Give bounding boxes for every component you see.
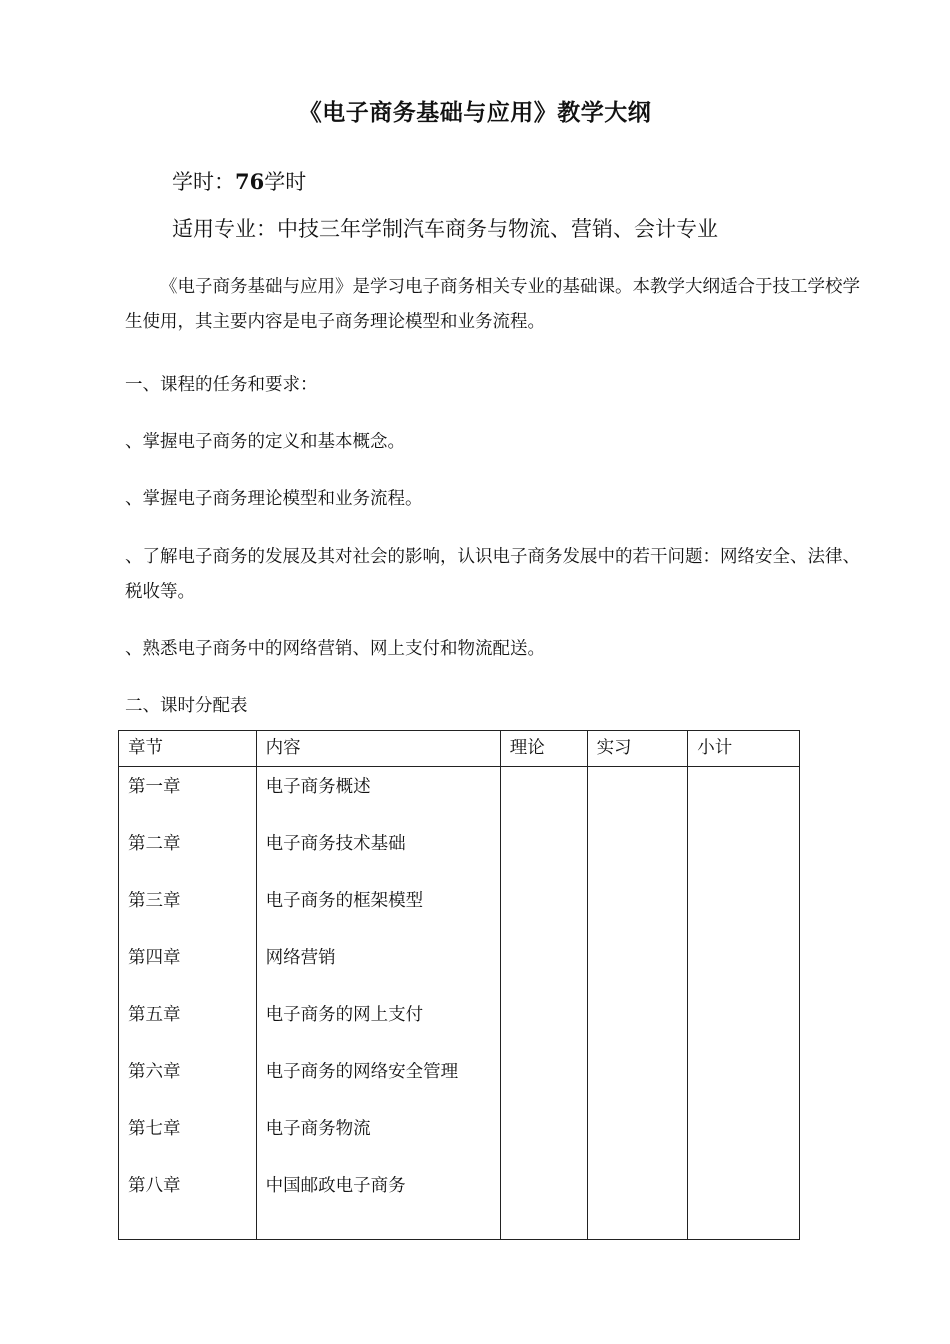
table-row <box>119 938 800 995</box>
subtotal-cell <box>688 995 800 1052</box>
subtotal-cell <box>688 767 800 825</box>
practice-cell <box>587 767 688 825</box>
content-cell: 电子商务的网上支付 <box>256 995 500 1052</box>
subtotal-cell <box>688 1052 800 1109</box>
table-row <box>119 995 800 1052</box>
chapter-cell: 第二章 <box>119 824 257 881</box>
header-content: 内容 <box>256 731 500 767</box>
practice-cell <box>587 824 688 881</box>
table-header-row <box>119 731 800 767</box>
table-row <box>119 881 800 938</box>
table-row <box>119 824 800 881</box>
table-row <box>119 1052 800 1109</box>
content-cell: 电子商务技术基础 <box>256 824 500 881</box>
header-subtotal: 小计 <box>688 731 800 767</box>
section-heading-tasks: 一、课程的任务和要求： <box>125 375 318 395</box>
hours-label: 学时： <box>172 170 235 194</box>
header-practice: 实习 <box>587 731 688 767</box>
content-cell: 电子商务物流 <box>256 1109 500 1166</box>
content-cell: 中国邮政电子商务 <box>256 1166 500 1240</box>
chapter-cell: 第五章 <box>119 995 257 1052</box>
section-heading-hours-table: 二、课时分配表 <box>125 696 248 716</box>
table-row <box>119 767 800 825</box>
theory-cell <box>500 881 587 938</box>
table-row <box>119 1166 800 1240</box>
table-row <box>119 1109 800 1166</box>
subtotal-cell <box>688 938 800 995</box>
hours-value: 76 <box>235 169 265 194</box>
applicable-major: 适用专业：中技三年学制汽车商务与物流、营销、会计专业 <box>172 217 718 241</box>
practice-cell <box>587 881 688 938</box>
chapter-cell: 第六章 <box>119 1052 257 1109</box>
theory-cell <box>500 1109 587 1166</box>
content-cell: 电子商务的网络安全管理 <box>256 1052 500 1109</box>
content-cell: 网络营销 <box>256 938 500 995</box>
theory-cell <box>500 938 587 995</box>
chapter-cell: 第八章 <box>119 1166 257 1240</box>
practice-cell <box>587 1166 688 1240</box>
theory-cell <box>500 995 587 1052</box>
header-chapter: 章节 <box>119 731 257 767</box>
subtotal-cell <box>688 824 800 881</box>
practice-cell <box>587 1052 688 1109</box>
requirement-item: 、掌握电子商务理论模型和业务流程。 <box>125 489 423 509</box>
subtotal-cell <box>688 1109 800 1166</box>
chapter-cell: 第七章 <box>119 1109 257 1166</box>
practice-cell <box>587 938 688 995</box>
requirement-item: 、掌握电子商务的定义和基本概念。 <box>125 432 405 452</box>
content-cell: 电子商务的框架模型 <box>256 881 500 938</box>
intro-paragraph: 《电子商务基础与应用》是学习电子商务相关专业的基础课。本教学大纲适合于技工学校学生使用，其主要内容是电子商务理论模型和业务流程。 <box>125 277 860 332</box>
content-cell: 电子商务概述 <box>256 767 500 825</box>
header-theory: 理论 <box>500 731 587 767</box>
theory-cell <box>500 1052 587 1109</box>
practice-cell <box>587 1109 688 1166</box>
theory-cell <box>500 767 587 825</box>
subtotal-cell <box>688 881 800 938</box>
practice-cell <box>587 995 688 1052</box>
subtotal-cell <box>688 1166 800 1240</box>
hours-unit: 学时 <box>264 170 307 194</box>
chapter-cell: 第三章 <box>119 881 257 938</box>
course-hours <box>172 166 306 196</box>
chapter-cell: 第一章 <box>119 767 257 825</box>
theory-cell <box>500 1166 587 1240</box>
hours-allocation-table <box>118 730 800 1240</box>
document-title: 《电子商务基础与应用》教学大纲 <box>298 99 652 126</box>
chapter-cell: 第四章 <box>119 938 257 995</box>
requirement-item: 、熟悉电子商务中的网络营销、网上支付和物流配送。 <box>125 639 545 659</box>
requirement-item: 、了解电子商务的发展及其对社会的影响，认识电子商务发展中的若干问题：网络安全、法律、税收等。 <box>125 547 860 602</box>
theory-cell <box>500 824 587 881</box>
